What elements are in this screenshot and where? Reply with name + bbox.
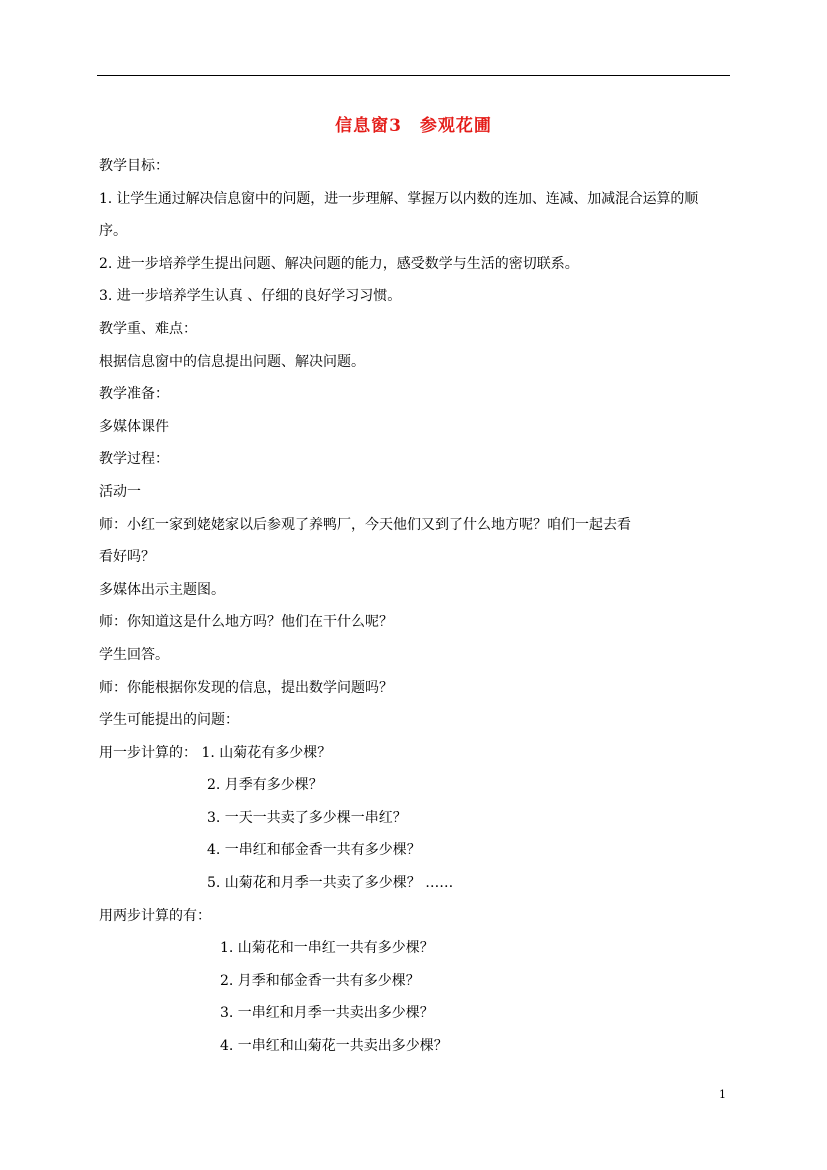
objectives-heading: 教学目标： <box>99 158 169 174</box>
keypoints-heading: 教学重、难点： <box>99 320 197 337</box>
one-step-item <box>99 737 735 770</box>
page-number: 1 <box>719 1088 726 1101</box>
student-answer-text: 学生回答。 <box>99 646 169 663</box>
two-step-question: 3. 一串红和月季一共卖出多少棵？ <box>220 1005 434 1022</box>
objective-3: 3. 进一步培养学生认真 、仔细的良好学习习惯。 <box>99 288 402 305</box>
teacher-line-2: 师：你知道这是什么地方吗？他们在干什么呢？ <box>99 614 393 631</box>
student-questions-heading: 学生可能提出的问题： <box>99 712 239 729</box>
teacher-line-1b: 看好吗？ <box>99 549 155 566</box>
two-step-question: 2. 月季和郁金香一共有多少棵？ <box>220 972 420 989</box>
teacher-line-3: 师：你能根据你发现的信息，提出数学问题吗？ <box>99 679 393 696</box>
one-step-question: 4. 一串红和郁金香一共有多少棵？ <box>207 842 421 859</box>
media-show-text: 多媒体出示主题图。 <box>99 581 225 598</box>
prep-heading: 教学准备： <box>99 386 169 403</box>
one-step-question: 3. 一天一共卖了多少棵一串红？ <box>207 809 407 826</box>
one-step-question: 5. 山菊花和月季一共卖了多少棵？ …… <box>207 875 454 892</box>
document-body <box>99 150 735 1063</box>
objective-1-line-1: 1. 让学生通过解决信息窗中的问题，进一步理解、掌握万以内数的连加、连减、加减混合运算的顺 <box>99 190 699 207</box>
two-step-question: 4. 一串红和山菊花一共卖出多少棵？ <box>220 1038 448 1055</box>
one-step-question: 1. 山菊花有多少棵？ <box>201 744 332 761</box>
process-heading: 教学过程： <box>99 451 169 468</box>
two-step-label: 用两步计算的有： <box>99 907 211 924</box>
teacher-line-1a: 师：小红一家到姥姥家以后参观了养鸭厂，今天他们又到了什么地方呢？咱们一起去看 <box>99 516 631 533</box>
two-step-question: 1. 山菊花和一串红一共有多少棵？ <box>220 940 434 957</box>
objective-2: 2. 进一步培养学生提出问题、解决问题的能力，感受数学与生活的密切联系。 <box>99 255 579 272</box>
activity-label: 活动一 <box>99 483 141 500</box>
keypoints-text: 根据信息窗中的信息提出问题、解决问题。 <box>99 353 365 370</box>
page-title: 信息窗3 参观花圃 <box>335 116 492 136</box>
header-rule <box>97 75 730 76</box>
one-step-question: 2. 月季有多少棵？ <box>207 777 323 794</box>
prep-text: 多媒体课件 <box>99 418 169 435</box>
one-step-label: 用一步计算的： <box>99 744 197 761</box>
objective-1-line-2: 序。 <box>99 223 127 240</box>
